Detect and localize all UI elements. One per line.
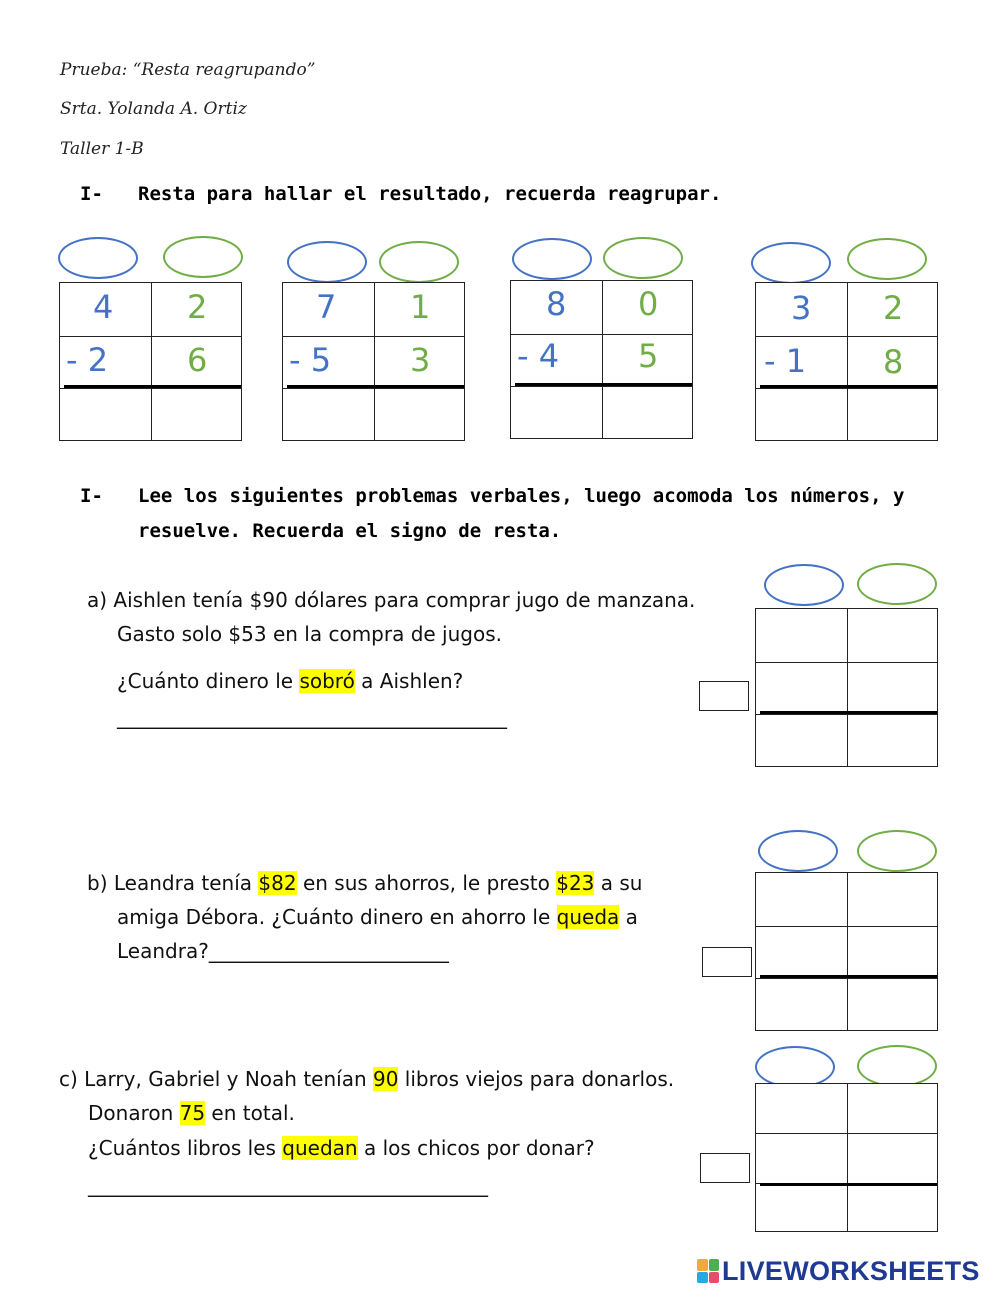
problem-b-grid	[755, 872, 938, 1031]
bottom-ones-cell[interactable]	[848, 1134, 938, 1183]
problem-a-question: ¿Cuánto dinero le sobró a Aishlen?	[117, 669, 464, 693]
top-ones-cell[interactable]	[848, 609, 938, 662]
test-title: Prueba: “Resta reagrupando”	[60, 60, 316, 80]
answer-tens-cell[interactable]	[60, 389, 151, 441]
answer-ones-cell[interactable]	[375, 389, 465, 441]
top-tens-digit: 7	[316, 288, 337, 326]
section-2-instruction-line2: resuelve. Recuerda el signo de resta.	[138, 520, 562, 542]
bottom-tens-cell[interactable]	[756, 663, 847, 714]
liveworksheets-logo	[697, 1256, 980, 1286]
brand-name: LIVEWORKSHEETS	[722, 1255, 980, 1286]
highlighted-keyword: $82	[258, 871, 297, 895]
bottom-ones-digit: 3	[410, 341, 431, 379]
highlighted-keyword: quedan	[282, 1136, 358, 1160]
top-tens-cell[interactable]	[756, 1084, 847, 1133]
top-tens-cell[interactable]	[756, 609, 847, 662]
tens-regroup-circle[interactable]	[58, 237, 138, 279]
sign-input-box[interactable]	[699, 681, 749, 711]
bottom-ones-cell[interactable]	[848, 927, 938, 978]
problem-c-line2: Donaron 75 en total.	[88, 1101, 295, 1125]
bottom-ones-cell[interactable]	[848, 663, 938, 714]
section-1-heading	[80, 177, 960, 213]
answer-ones-cell[interactable]	[848, 979, 938, 1031]
problem-c-answer-line[interactable]: ________________________________________	[88, 1173, 488, 1197]
problem-a-answer-line[interactable]: _______________________________________	[117, 705, 507, 729]
ones-regroup-circle[interactable]	[847, 238, 927, 280]
sign-input-box[interactable]	[702, 947, 752, 977]
top-ones-digit: 2	[187, 288, 208, 326]
ones-regroup-circle[interactable]	[857, 563, 937, 605]
problem-b-line2: amiga Débora. ¿Cuánto dinero en ahorro le queda a	[117, 905, 638, 929]
answer-ones-cell[interactable]	[848, 1186, 938, 1232]
top-ones-digit: 0	[638, 285, 659, 323]
top-ones-cell[interactable]	[848, 1084, 938, 1133]
top-ones-digit: 1	[410, 288, 431, 326]
subtraction-grid-3	[510, 280, 693, 439]
problem-c-grid	[755, 1083, 938, 1232]
section-2-number: I-	[80, 485, 103, 507]
bottom-tens-digit: - 2	[66, 341, 109, 379]
top-ones-cell[interactable]	[848, 873, 938, 926]
sign-input-box[interactable]	[700, 1153, 750, 1183]
teacher-name: Srta. Yolanda A. Ortiz	[60, 99, 247, 119]
answer-ones-cell[interactable]	[848, 389, 938, 441]
answer-ones-cell[interactable]	[848, 715, 938, 767]
highlighted-keyword: queda	[556, 905, 620, 929]
top-tens-cell[interactable]	[756, 873, 847, 926]
liveworksheets-mark-icon	[697, 1259, 719, 1283]
tens-regroup-circle[interactable]	[758, 830, 838, 872]
section-2-heading	[80, 479, 960, 551]
problem-a-grid	[755, 608, 938, 767]
problem-c-question: ¿Cuántos libros les quedan a los chicos por donar?	[88, 1136, 595, 1160]
tens-regroup-circle[interactable]	[755, 1046, 835, 1088]
bottom-tens-digit: - 1	[764, 342, 807, 380]
ones-regroup-circle[interactable]	[857, 1045, 937, 1087]
answer-tens-cell[interactable]	[756, 1186, 847, 1232]
tens-regroup-circle[interactable]	[287, 241, 367, 283]
answer-tens-cell[interactable]	[756, 979, 847, 1031]
highlighted-keyword: $23	[556, 871, 595, 895]
problem-b-line1: b) Leandra tenía $82 en sus ahorros, le presto $23 a su	[87, 871, 643, 895]
tens-regroup-circle[interactable]	[751, 242, 831, 284]
bottom-ones-digit: 6	[187, 341, 208, 379]
answer-tens-cell[interactable]	[511, 387, 602, 439]
section-1-number: I-	[80, 183, 103, 205]
bottom-ones-digit: 5	[638, 337, 659, 375]
highlighted-keyword: 90	[373, 1067, 399, 1091]
problem-c-line1: c) Larry, Gabriel y Noah tenían 90 libros viejos para donarlos.	[59, 1067, 675, 1091]
top-tens-digit: 4	[93, 288, 114, 326]
answer-tens-cell[interactable]	[756, 389, 847, 441]
tens-regroup-circle[interactable]	[512, 238, 592, 280]
ones-regroup-circle[interactable]	[379, 241, 459, 283]
bottom-tens-digit: - 5	[289, 341, 332, 379]
top-tens-digit: 8	[546, 285, 567, 323]
ones-regroup-circle[interactable]	[603, 237, 683, 279]
subtraction-grid-1	[59, 282, 242, 441]
subtraction-grid-2	[282, 282, 465, 441]
answer-ones-cell[interactable]	[152, 389, 242, 441]
top-ones-digit: 2	[883, 289, 904, 327]
problem-a-line2: Gasto solo $53 en la compra de jugos.	[117, 622, 502, 646]
highlighted-keyword: 75	[179, 1101, 206, 1125]
tens-regroup-circle[interactable]	[764, 564, 844, 606]
bottom-tens-cell[interactable]	[756, 1134, 847, 1183]
bottom-tens-digit: - 4	[517, 337, 560, 375]
bottom-tens-cell[interactable]	[756, 927, 847, 978]
class-name: Taller 1-B	[60, 139, 144, 159]
subtraction-grid-4	[755, 282, 938, 441]
problem-a-line1: a) Aishlen tenía $90 dólares para comprar jugo de manzana.	[87, 588, 696, 612]
ones-regroup-circle[interactable]	[857, 830, 937, 872]
top-tens-digit: 3	[791, 289, 812, 327]
problem-b-line3[interactable]: Leandra?________________________	[117, 939, 449, 963]
section-1-instruction: Resta para hallar el resultado, recuerda reagrupar.	[138, 183, 722, 205]
section-2-instruction-line1: Lee los siguientes problemas verbales, luego acomoda los números, y	[138, 485, 905, 507]
ones-regroup-circle[interactable]	[163, 236, 243, 278]
answer-tens-cell[interactable]	[283, 389, 374, 441]
highlighted-keyword: sobró	[299, 669, 355, 693]
bottom-ones-digit: 8	[883, 343, 904, 381]
answer-tens-cell[interactable]	[756, 715, 847, 767]
answer-ones-cell[interactable]	[603, 387, 693, 439]
